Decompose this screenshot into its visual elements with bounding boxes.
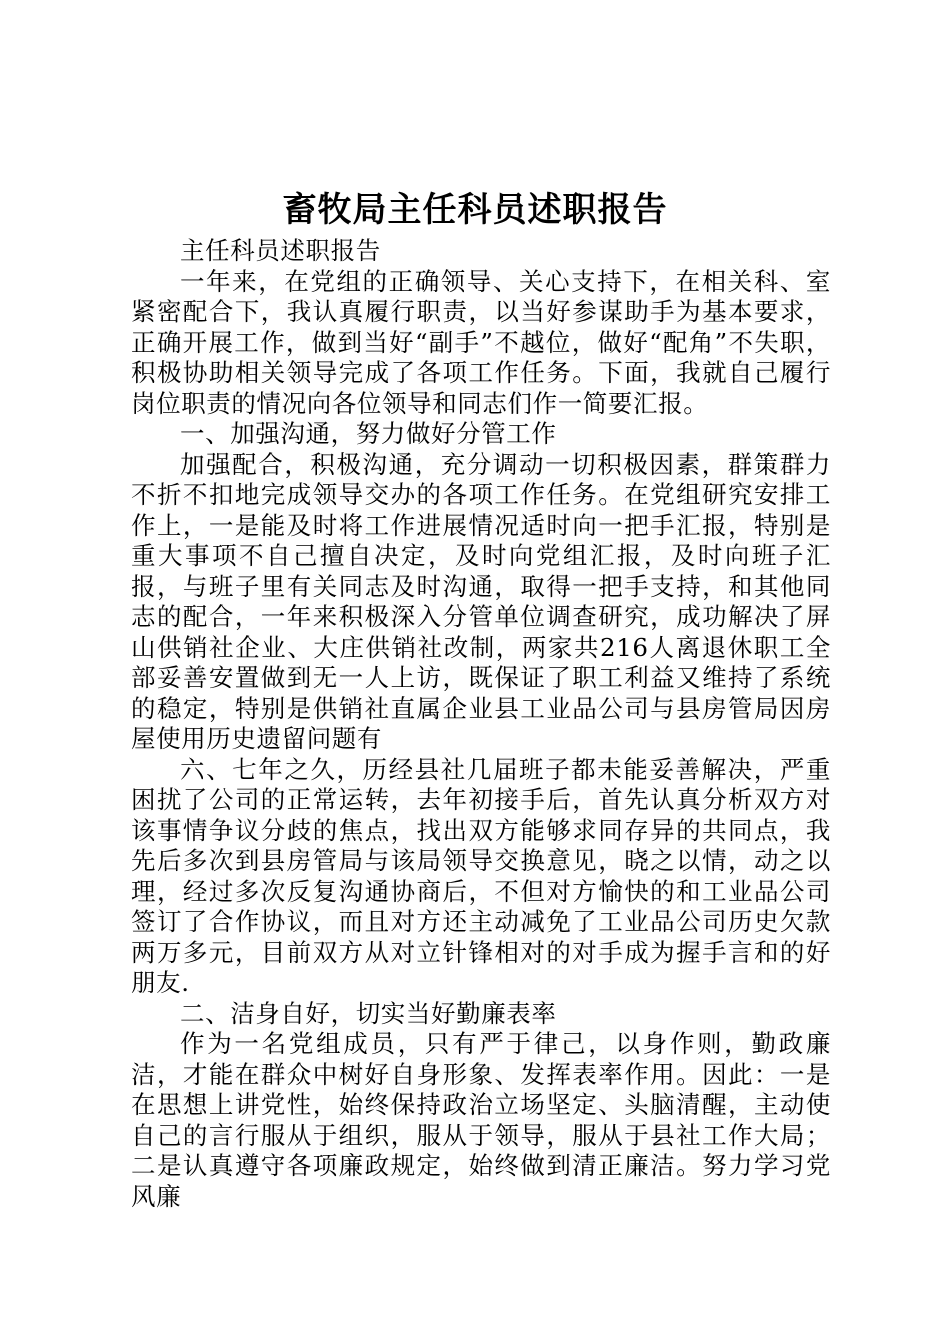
section-heading-1: 一、加强沟通，努力做好分管工作 (180, 419, 557, 448)
paragraph-subtitle: 主任科员述职报告 (180, 236, 381, 265)
document-body (131, 236, 831, 1212)
paragraph-section-2: 作为一名党组成员，只有严于律己，以身作则，勤政廉洁，才能在群众中树好自身形象、发挥表率作用。因此：一是在思想上讲党性，始终保持政治立场坚定、头脑清醒，主动使自己的言行服从于组织，服从于领导，服从于县社工作大局；二是认真遵守各项廉政规定，始终做到清正廉洁。努力学习党风廉 (131, 1029, 831, 1211)
document-title: 畜牧局主任科员述职报告 (282, 190, 668, 230)
paragraph-intro: 一年来，在党组的正确领导、关心支持下，在相关科、室紧密配合下，我认真履行职责，以当好参谋助手为基本要求，正确开展工作，做到当好“副手”不越位，做好“配角”不失职，积极协助相关领导完成了各项工作任务。下面，我就自己履行岗位职责的情况向各位领导和同志们作一简要汇报。 (131, 266, 831, 418)
paragraph-section-1-continued: 六、七年之久，历经县社几届班子都未能妥善解决，严重困扰了公司的正常运转，去年初接手后，首先认真分析双方对该事情争议分歧的焦点，找出双方能够求同存异的共同点，我先后多次到县房管局与该局领导交换意见，晓之以情，动之以理，经过多次反复沟通协商后，不但对方愉快的和工业品公司签订了合作协议，而且对方还主动减免了工业品公司历史欠款两万多元，目前双方从对立针锋相对的对手成为握手言和的好朋友. (131, 754, 831, 997)
section-heading-2: 二、洁身自好，切实当好勤廉表率 (180, 998, 557, 1028)
paragraph-section-1: 加强配合，积极沟通，充分调动一切积极因素，群策群力不折不扣地完成领导交办的各项工作任务。在党组研究安排工作上，一是能及时将工作进展情况适时向一把手汇报，特别是重大事项不自己擅自决定，及时向党组汇报，及时向班子汇报，与班子里有关同志及时沟通，取得一把手支持，和其他同志的配合，一年来积极深入分管单位调查研究，成功解决了屏山供销社企业、大庄供销社改制，两家共216人离退休职工全部妥善安置做到无一人上访，既保证了职工利益又维持了系统的稳定，特别是供销社直属企业县工业品公司与县房管局因房屋使用历史遗留问题有 (131, 449, 831, 753)
